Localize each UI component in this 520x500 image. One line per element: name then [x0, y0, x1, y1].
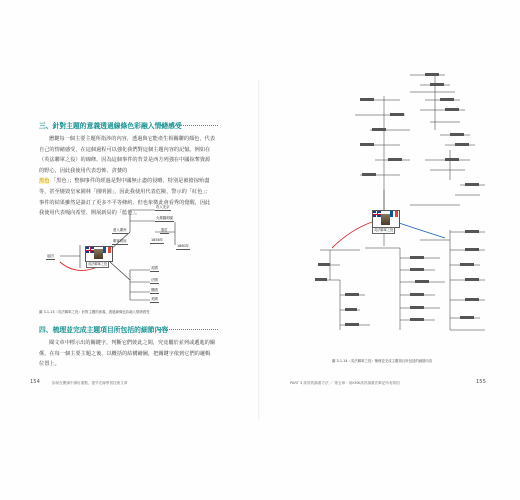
right-mindmap-center-label: 英法聯軍之役: [374, 228, 394, 232]
section-4-paragraph: 閱文章中標示出的關鍵字，判斷它們彼此之間，究竟屬於並列或遞進的關係，在每一個主要主題之後，以概括的結構繪圖，把關鍵字依到它們的邏輯位置上。: [39, 340, 216, 368]
section-4-title: 四、梳理並完成主題項目所包括的細節內容: [39, 326, 169, 334]
battle-illustration: [94, 249, 103, 259]
mindmap-node-lower-4: 美國: [151, 297, 158, 301]
mindmap-node-side-2: 聯軍劫掠: [113, 239, 127, 243]
mindmap-central-image: [85, 246, 113, 262]
france-flag-icon: [103, 247, 111, 253]
mindmap-node-side-1: 進入廣州: [113, 228, 127, 232]
section-4-rule: [158, 329, 218, 330]
left-page-footer: 如何在閱讀中讀好重點，提早在線學習技術文章: [52, 381, 128, 385]
section-3-paragraph-1: 懋鍵每一個主要主題所指涉的內容，透過與它能產生相關聯的顏色，代表自己的情緒感受，在這個過程可以強化我們對這個主題內容的記憶。例如在（英法聯軍之役）的線條。因為這個事件的背景是西方列強在中國掠奪資源的野心，因此我使用代表恐怖、貪婪的: [39, 136, 216, 174]
highlight-black: 黑色: [39, 178, 50, 185]
section-3-paragraph-2-text: 「黑色」；整個事件的經過是對中國無止盡的侵略，特別是被搶掠殆盡等，甚至燒毀皇家園林「圓明園」，因此我使用代表危險、警示的「紅色」；事件的結果雖然是簽訂了更多不平等條約，但也象徵此會看秀的覺醒，因此我使用代表嘎向希望、開展新局的「藍色」。: [39, 178, 211, 217]
mindmap-node-cause: 起因: [47, 254, 54, 258]
mindmap-node-lower-2: 法國: [151, 278, 158, 282]
right-page: [260, 0, 520, 500]
uk-flag-icon: [86, 247, 94, 253]
mindmap-node-lower-1: 英國: [151, 266, 158, 270]
red-branch: [332, 222, 372, 248]
right-page-footer: PART 3 高效的讀書方法 ／ 第五章・用KMK高效讀書法筆記所有原因: [290, 381, 400, 385]
mindmap-node-lower-3: 俄國: [151, 288, 158, 292]
uk-flag-icon: [373, 211, 381, 217]
right-page-number: 155: [476, 379, 486, 385]
right-mindmap-central-image: [372, 210, 400, 228]
mindmap-center-label: 英法聯軍之役: [88, 262, 108, 266]
section-4-body: [39, 338, 215, 370]
mindmap-node-upper-2: 火燒圓明園: [156, 216, 173, 220]
left-page-number: 154: [30, 379, 40, 385]
mindmap-node-upper-5: 1860年: [177, 244, 190, 248]
mindmap-node-upper-1: 攻入北京: [156, 205, 170, 209]
section-3-title: 三、針對主題的意義透過線條色彩融入情緒感受: [39, 122, 182, 130]
france-flag-icon: [390, 211, 398, 217]
blue-branch: [396, 222, 445, 238]
right-mindmap-tree: [260, 0, 520, 320]
right-figure-caption: 圖 3-1-14（英法聯軍之役）梳理並完成主題項目所包括的細節內容: [332, 359, 433, 363]
mindmap-node-upper-4: 1858年: [151, 238, 164, 242]
left-figure-caption: 圖 3-1-13（英法聯軍之役）針對主題的意義，透過線條色彩融入情緒感受: [39, 310, 150, 314]
mindmap-node-upper-3: 簽訂: [161, 228, 168, 232]
left-mindmap-connectors: [0, 0, 260, 320]
battle-illustration: [381, 214, 390, 225]
